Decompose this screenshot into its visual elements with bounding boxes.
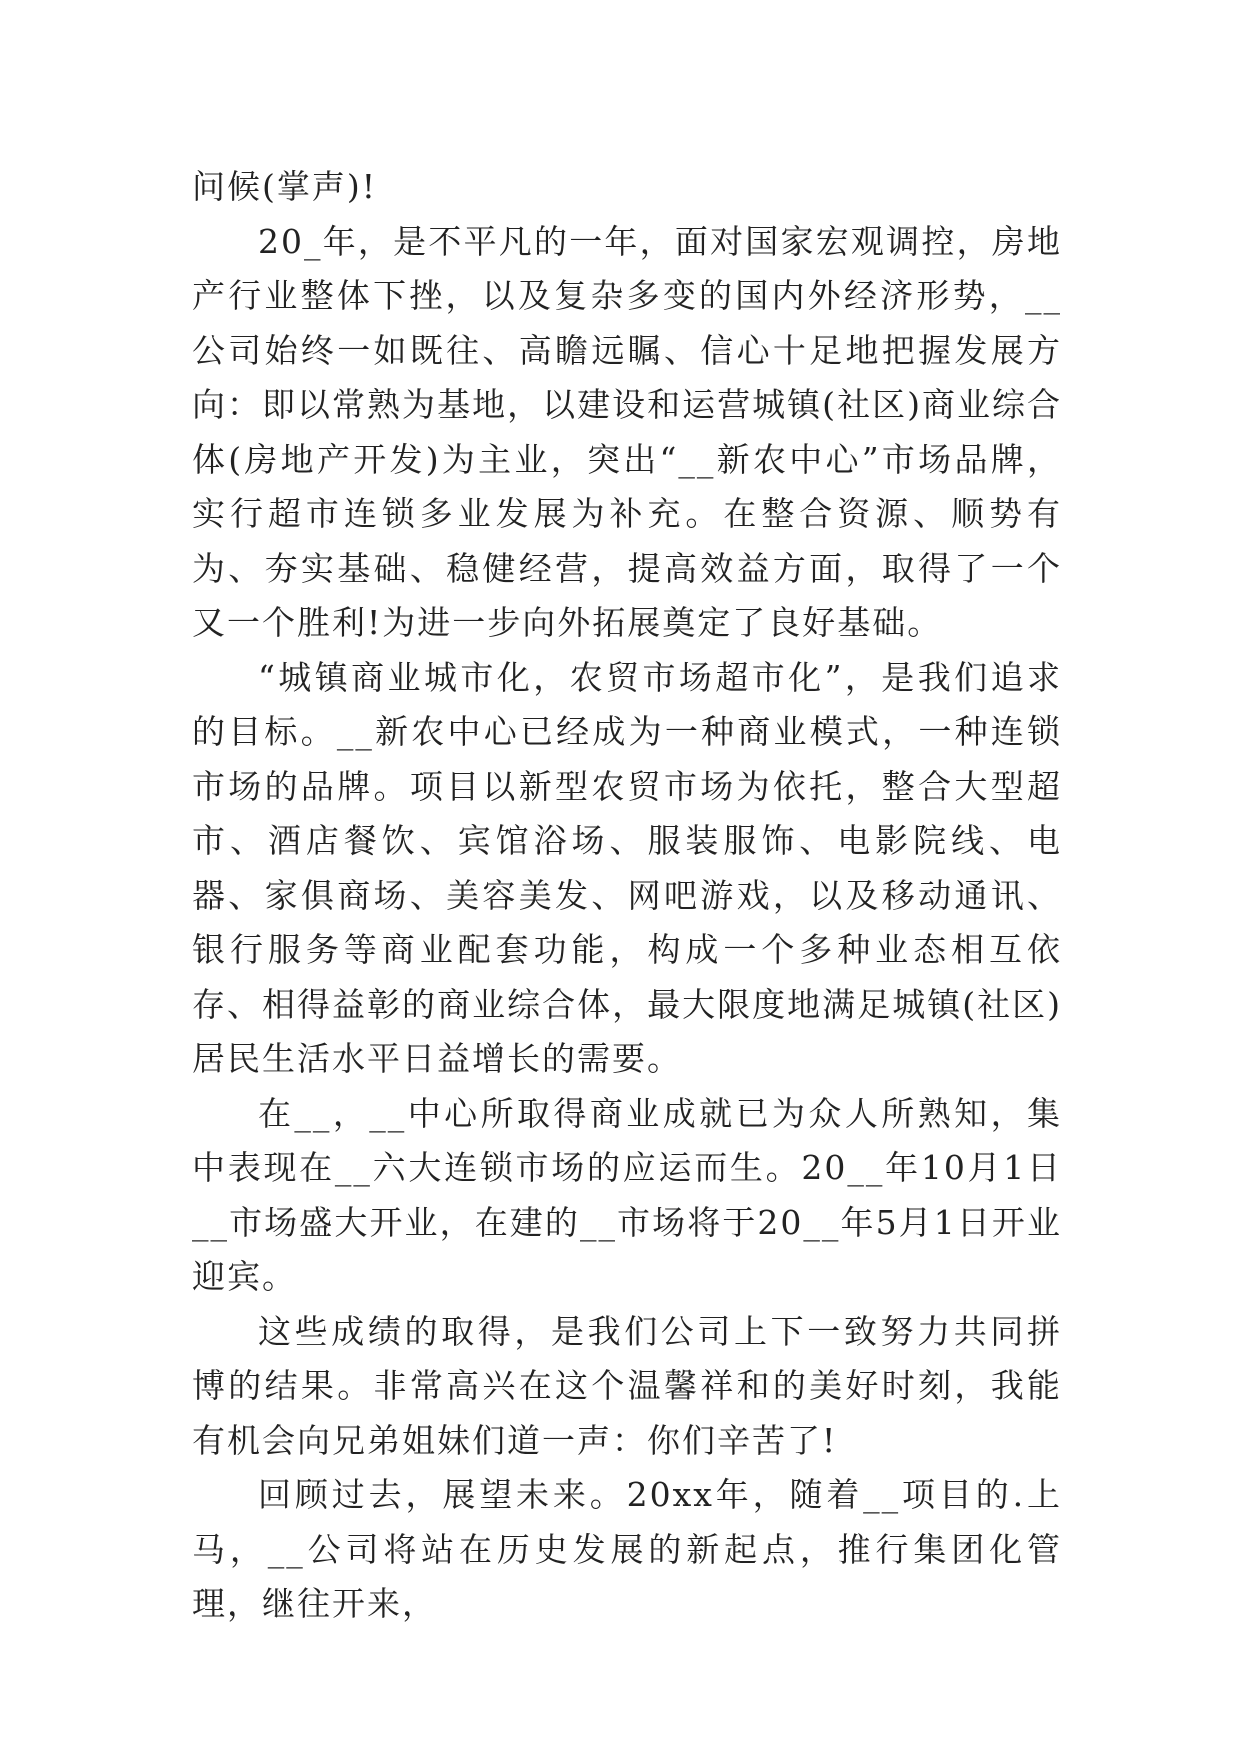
document-body xyxy=(192,160,1062,1632)
paragraph-year-review: 20_年，是不平凡的一年，面对国家宏观调控，房地产行业整体下挫，以及复杂多变的国内外经济形势，__公司始终一如既往、高瞻远瞩、信心十足地把握发展方向：即以常熟为基地，以建设和运营城镇(社区)商业综合体(房地产开发)为主业，突出“__新农中心”市场品牌，实行超市连锁多业发展为补充。在整合资源、顺势有为、夯实基础、稳健经营，提高效益方面，取得了一个又一个胜利!为进一步向外拓展奠定了良好基础。 xyxy=(192,221,1062,642)
paragraph-greeting: 问候(掌声)! xyxy=(192,167,378,206)
paragraph-outlook: 回顾过去，展望未来。20xx年，随着__项目的.上马，__公司将站在历史发展的新起点，推行集团化管理，继往开来， xyxy=(192,1475,1062,1623)
paragraph-goal: “城镇商业城市化，农贸市场超市化”，是我们追求的目标。__新农中心已经成为一种商业模式，一种连锁市场的品牌。项目以新型农贸市场为依托，整合大型超市、酒店餐饮、宾馆浴场、服装服饰、电影院线、电器、家俱商场、美容美发、网吧游戏，以及移动通讯、银行服务等商业配套功能，构成一个多种业态相互依存、相得益彰的商业综合体，最大限度地满足城镇(社区)居民生活水平日益增长的需要。 xyxy=(192,657,1062,1078)
paragraph-thanks: 这些成绩的取得，是我们公司上下一致努力共同拼博的结果。非常高兴在这个温馨祥和的美好时刻，我能有机会向兄弟姐妹们道一声：你们辛苦了! xyxy=(192,1311,1062,1460)
paragraph-achievements: 在__，__中心所取得商业成就已为众人所熟知，集中表现在__六大连锁市场的应运而生。20__年10月1日__市场盛大开业，在建的__市场将于20__年5月1日开业迎宾。 xyxy=(192,1093,1062,1296)
